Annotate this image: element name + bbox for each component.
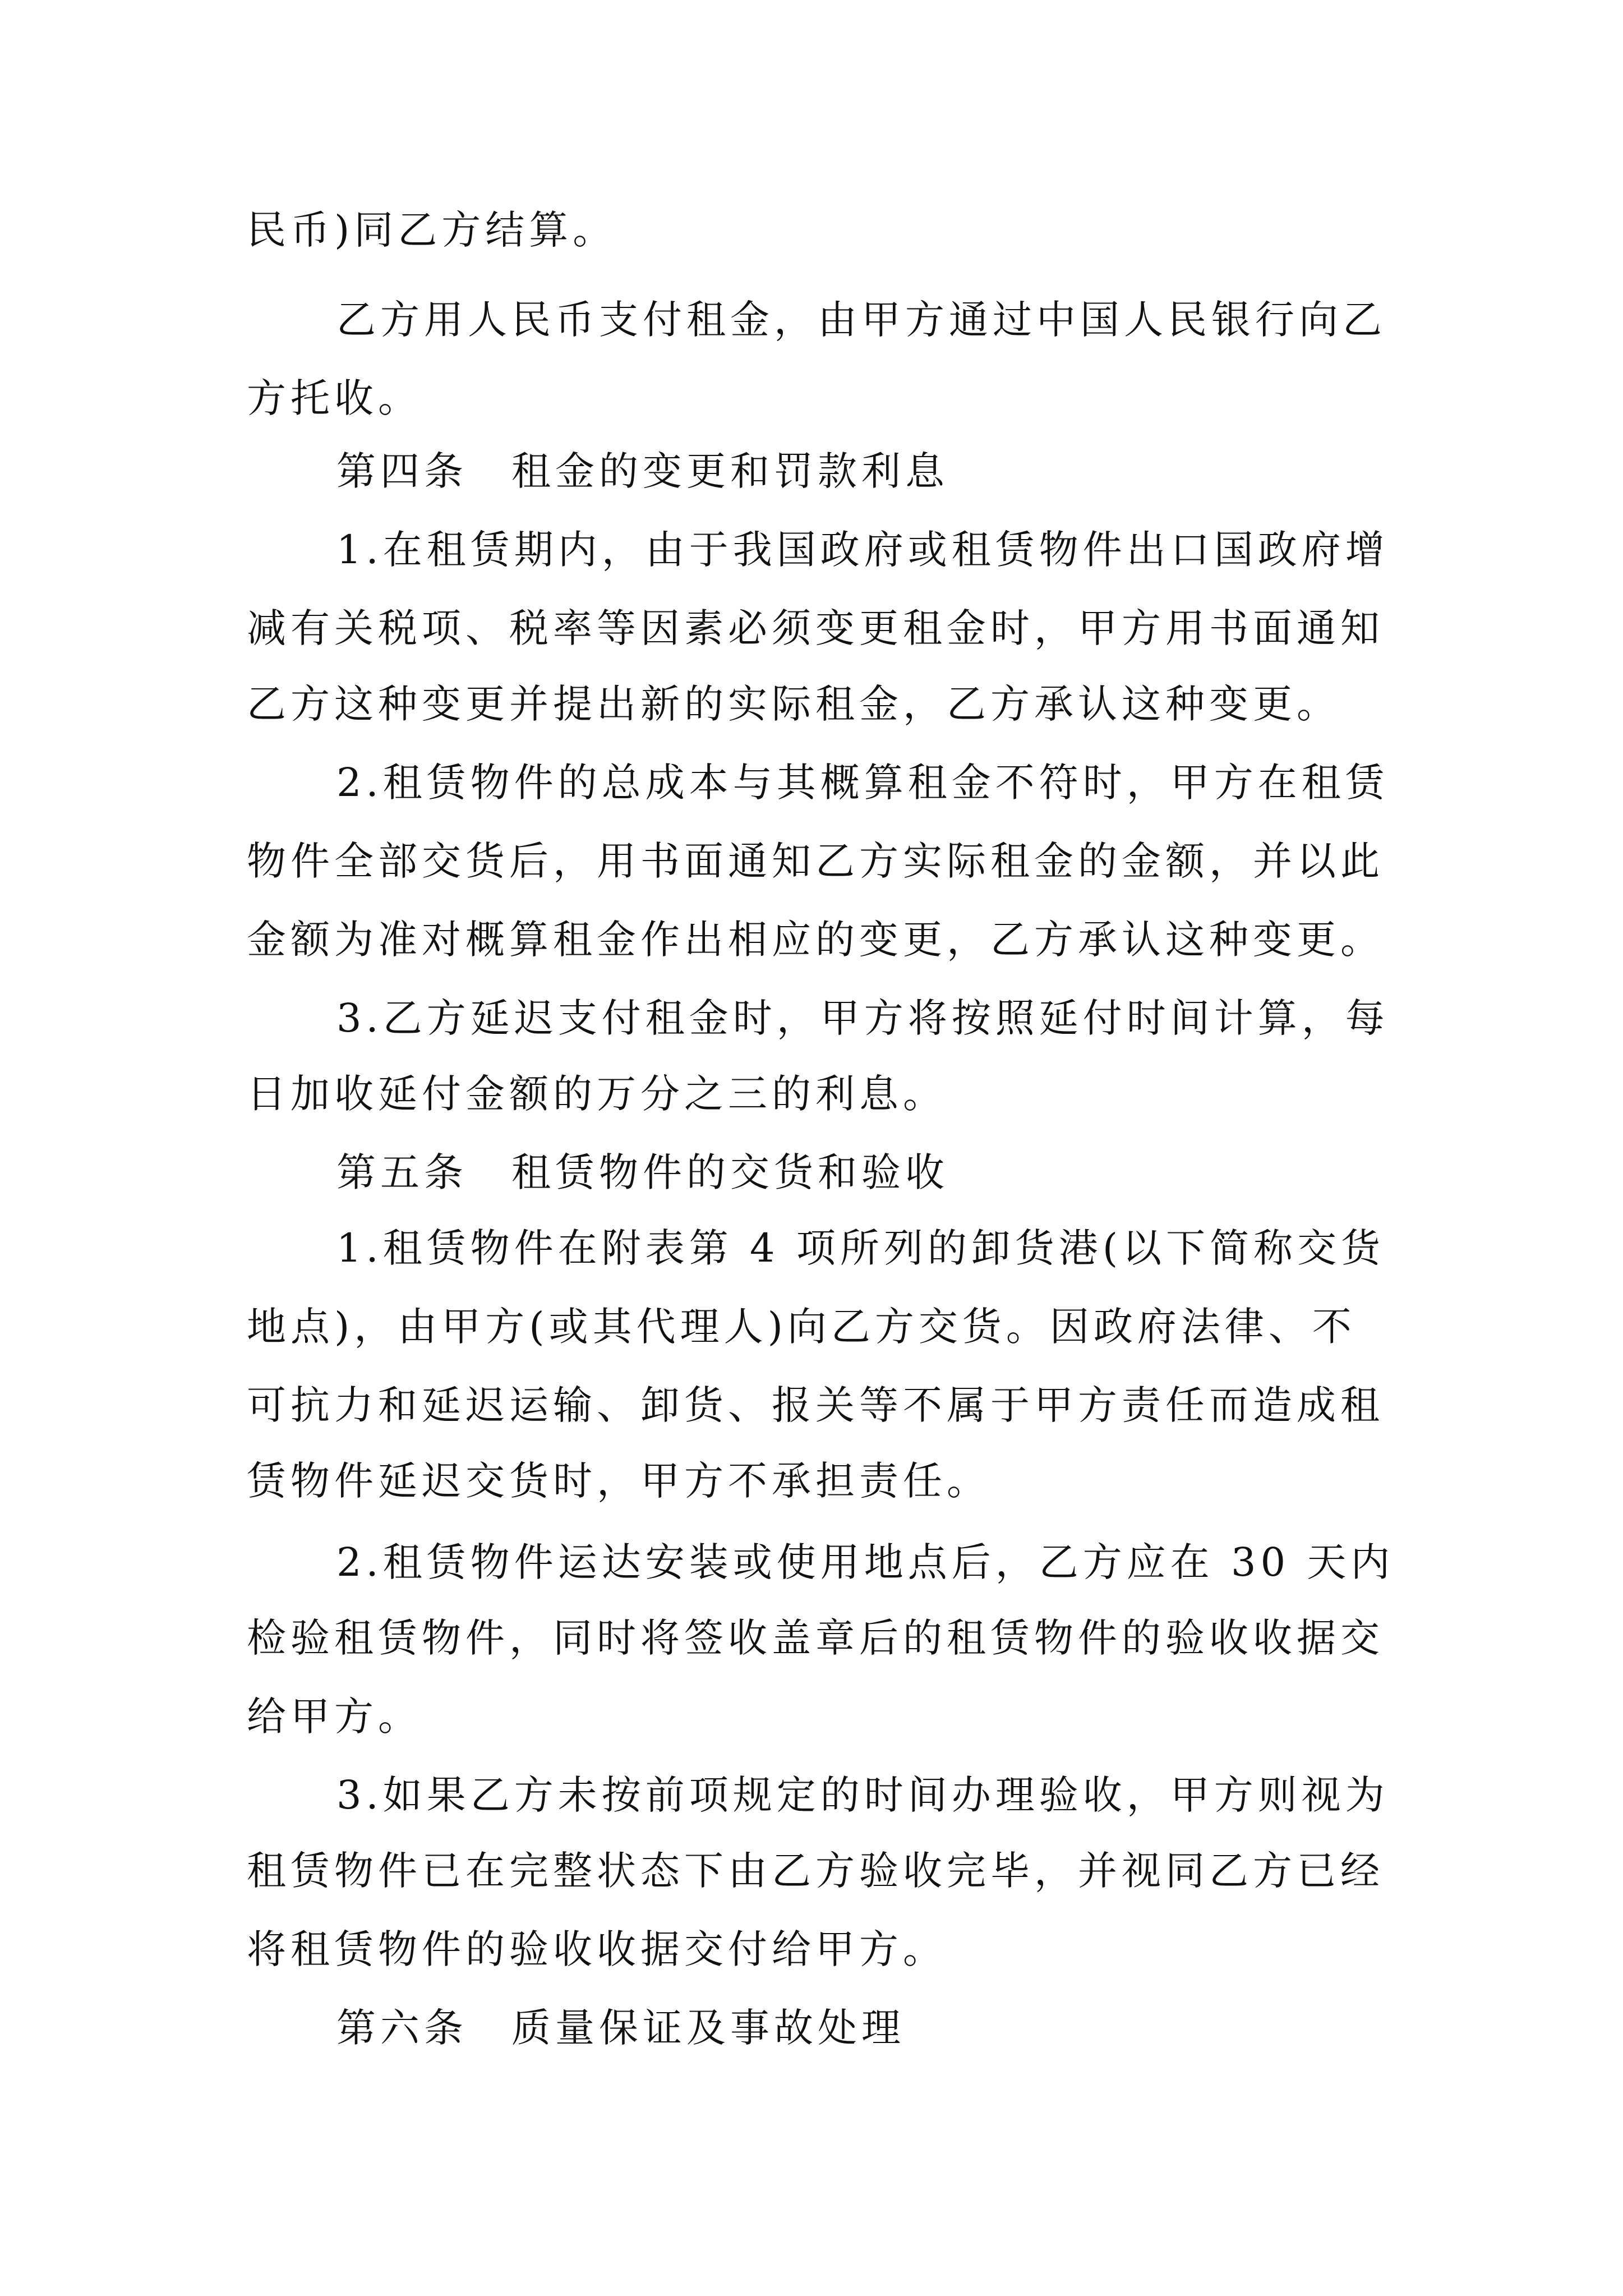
text-line: 物件全部交货后，用书面通知乙方实际租金的金额，并以此 bbox=[247, 838, 1384, 884]
text-line: 检验租赁物件，同时将签收盖章后的租赁物件的验收收据交 bbox=[247, 1615, 1384, 1661]
text-line: 乙方这种变更并提出新的实际租金，乙方承认这种变更。 bbox=[247, 681, 1340, 727]
text-line: 2.租赁物件运达安装或使用地点后，乙方应在 30 天内 bbox=[336, 1539, 1395, 1585]
text-line: 减有关税项、税率等因素必须变更租金时，甲方用书面通知 bbox=[247, 605, 1384, 651]
text-line: 日加收延付金额的万分之三的利息。 bbox=[247, 1071, 947, 1117]
text-line: 3.如果乙方未按前项规定的时间办理验收，甲方则视为 bbox=[336, 1772, 1389, 1818]
text-line: 乙方用人民币支付租金，由甲方通过中国人民银行向乙 bbox=[336, 297, 1386, 343]
text-line: 2.租赁物件的总成本与其概算租金不符时，甲方在租赁 bbox=[336, 760, 1389, 806]
section-heading: 第五条 租赁物件的交货和验收 bbox=[336, 1149, 949, 1195]
text-line: 可抗力和延迟运输、卸货、报关等不属于甲方责任而造成租 bbox=[247, 1382, 1384, 1428]
text-line: 地点)，由甲方(或其代理人)向乙方交货。因政府法律、不 bbox=[247, 1304, 1356, 1350]
text-line: 将租赁物件的验收收据交付给甲方。 bbox=[247, 1926, 947, 1972]
text-line: 1.在租赁期内，由于我国政府或租赁物件出口国政府增 bbox=[336, 527, 1389, 573]
text-line: 1.租赁物件在附表第 4 项所列的卸货港(以下简称交货 bbox=[336, 1225, 1385, 1271]
text-line: 赁物件延迟交货时，甲方不承担责任。 bbox=[247, 1458, 990, 1504]
text-line: 民币)同乙方结算。 bbox=[247, 207, 617, 253]
section-heading: 第四条 租金的变更和罚款利息 bbox=[336, 448, 949, 494]
text-line: 方托收。 bbox=[247, 375, 422, 421]
text-line: 租赁物件已在完整状态下由乙方验收完毕，并视同乙方已经 bbox=[247, 1848, 1384, 1894]
text-line: 3.乙方延迟支付租金时，甲方将按照延付时间计算，每 bbox=[336, 995, 1389, 1041]
text-line: 金额为准对概算租金作出相应的变更，乙方承认这种变更。 bbox=[247, 917, 1384, 963]
section-heading: 第六条 质量保证及事故处理 bbox=[336, 2005, 905, 2051]
text-line: 给甲方。 bbox=[247, 1694, 422, 1740]
